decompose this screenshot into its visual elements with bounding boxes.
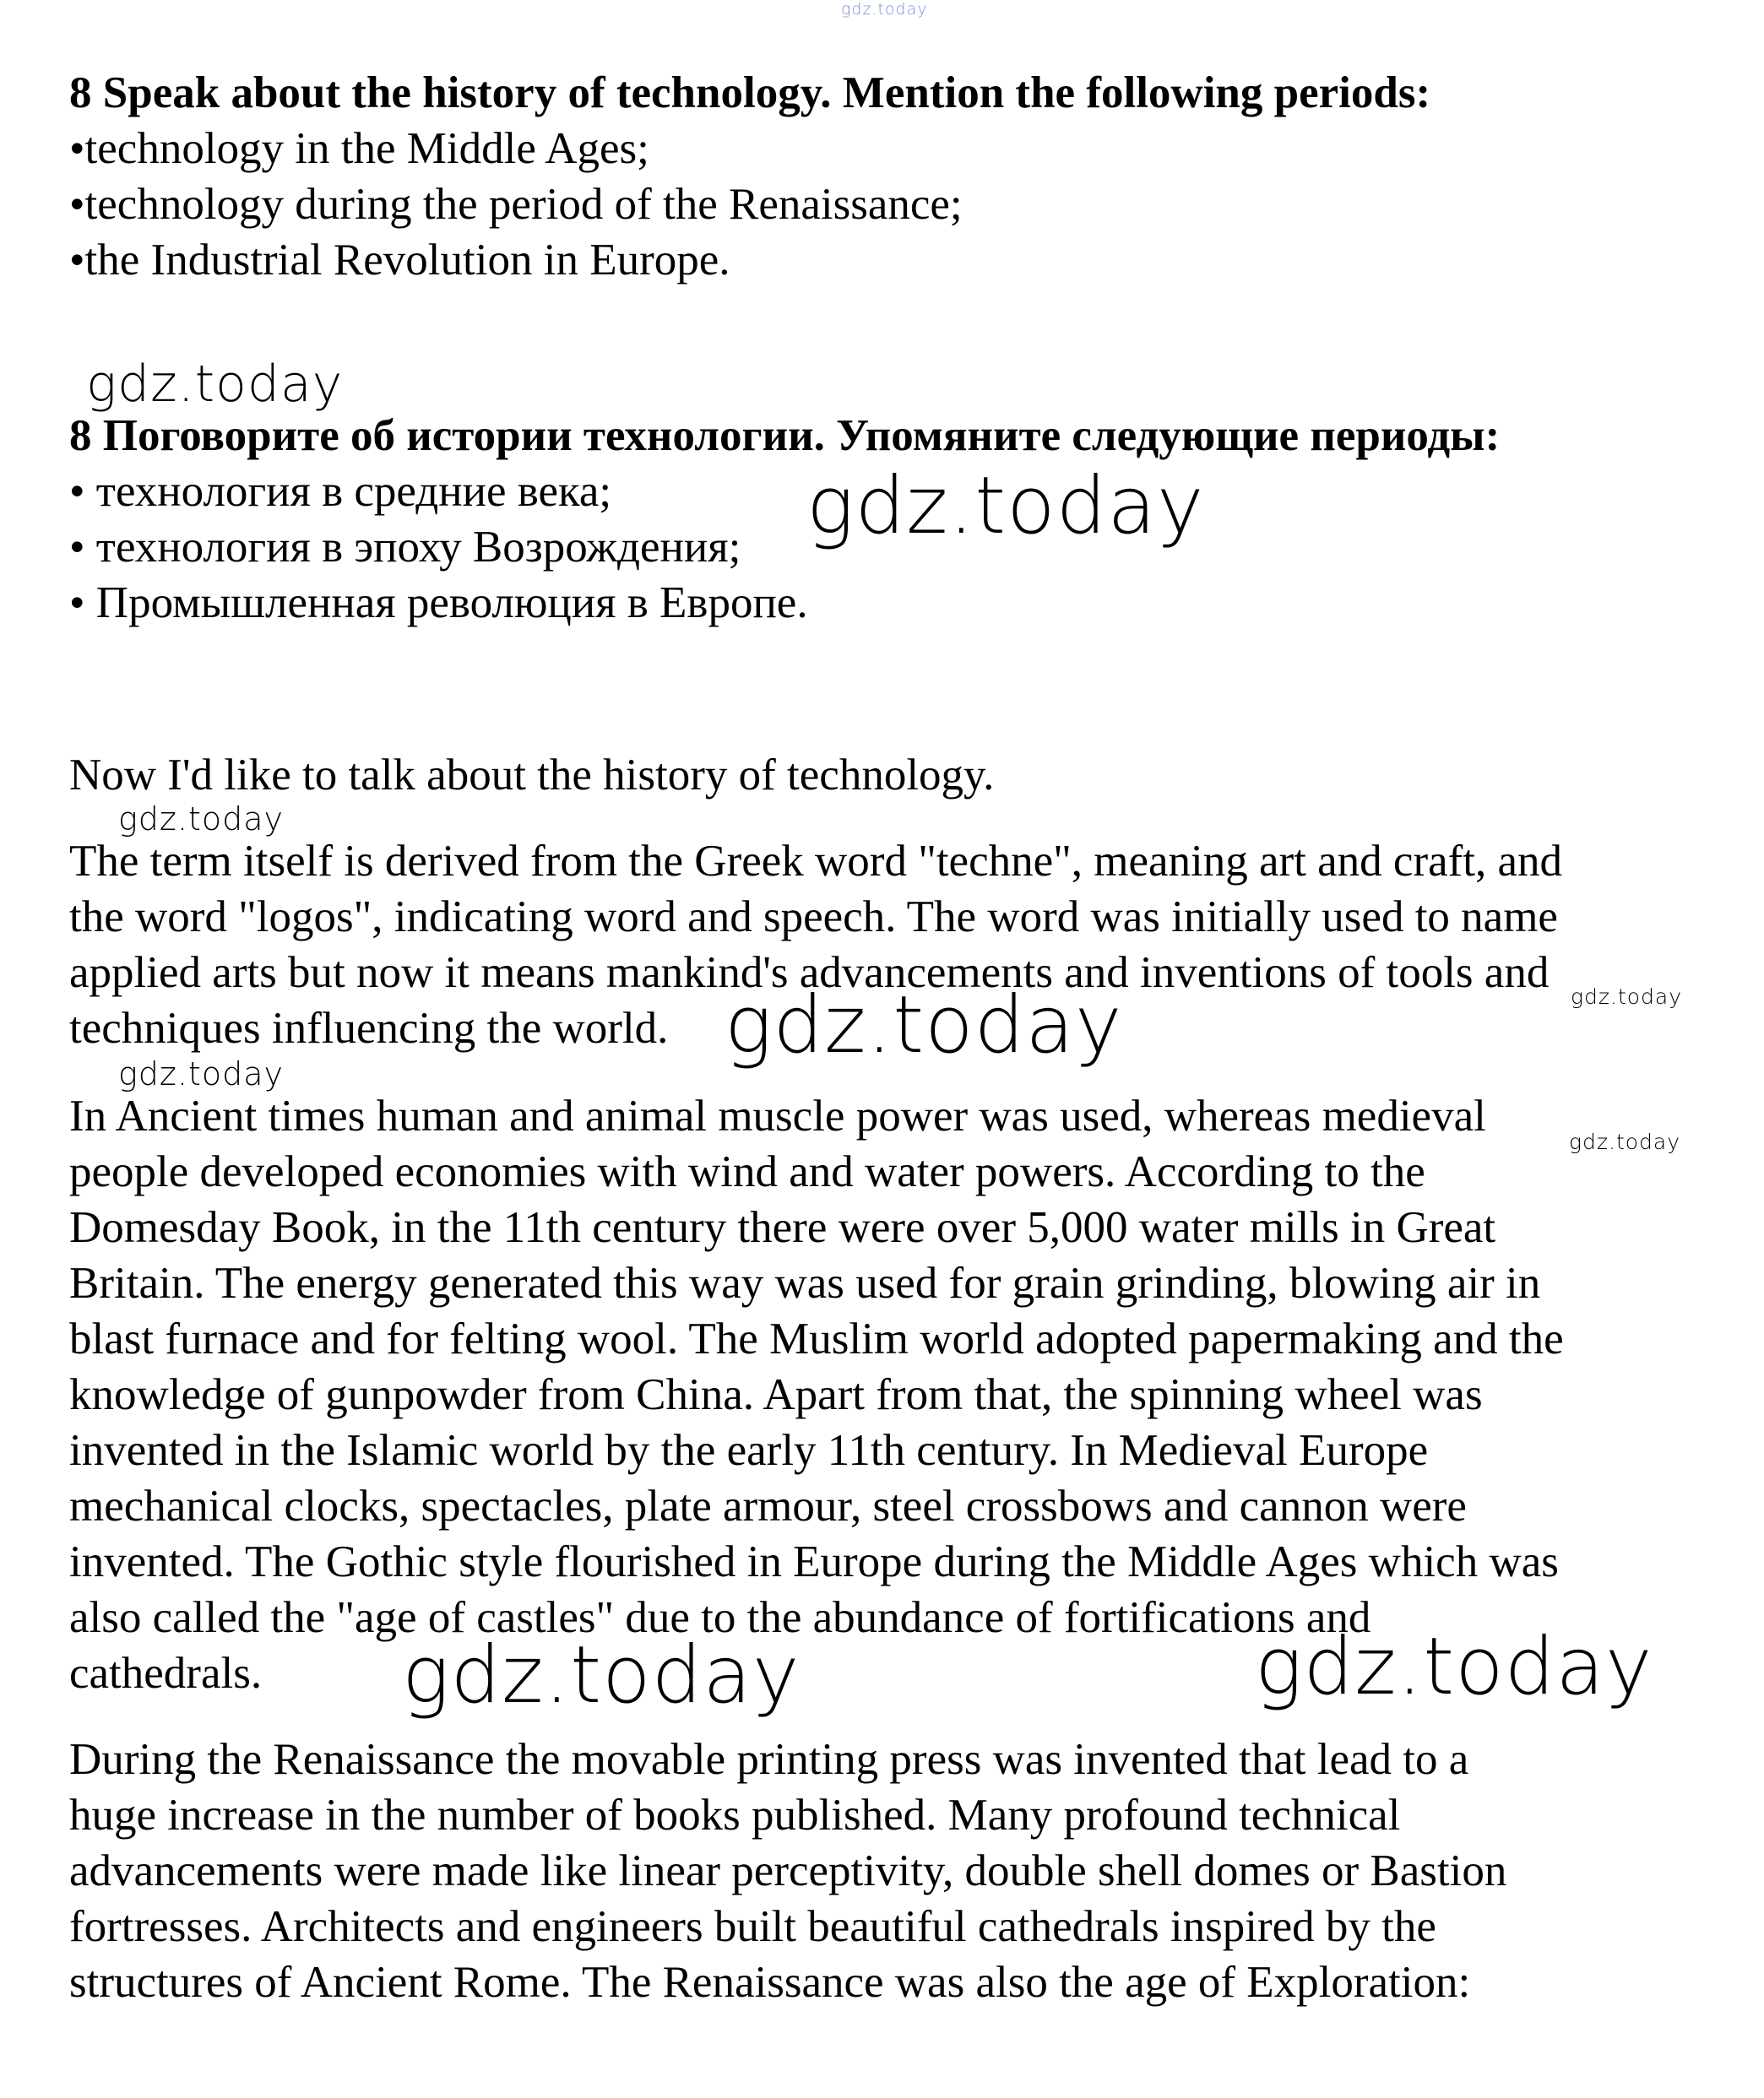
watermark: gdz.today (402, 1629, 801, 1721)
paragraph-2-line: invented in the Islamic world by the early 11th century. In Medieval Europe (69, 1426, 1429, 1475)
watermark: gdz.today (725, 979, 1123, 1071)
paragraph-1-line: applied arts but now it means mankind's advancements and inventions of tools and (69, 948, 1550, 997)
paragraph-2-line: also called the "age of castles" due to the abundance of fortifications and (69, 1593, 1371, 1642)
paragraph-2-line: blast furnace and for felting wool. The Muslim world adopted papermaking and the (69, 1315, 1564, 1363)
paragraph-2-line: Britain. The energy generated this way was used for grain grinding, blowing air in (69, 1259, 1541, 1308)
paragraph-3-line: huge increase in the number of books published. Many profound technical (69, 1791, 1401, 1840)
watermark: gdz.today (1571, 984, 1683, 1009)
task-item-ru: • Промышленная революция в Европе. (69, 578, 808, 627)
watermark: gdz.today (118, 800, 284, 838)
paragraph-2-line: knowledge of gunpowder from China. Apart from that, the spinning wheel was (69, 1370, 1483, 1419)
watermark: gdz.today (1255, 1621, 1653, 1713)
paragraph-3-line: advancements were made like linear perceptivity, double shell domes or Bastion (69, 1846, 1507, 1895)
watermark: gdz.today (118, 1055, 284, 1092)
task-item-en: •the Industrial Revolution in Europe. (69, 236, 730, 285)
paragraph-1-line: the word "logos", indicating word and speech. The word was initially used to name (69, 892, 1558, 941)
task-item-en: •technology in the Middle Ages; (69, 124, 649, 173)
paragraph-2-line: Domesday Book, in the 11th century there were over 5,000 water mills in Great (69, 1203, 1496, 1252)
task-item-ru: • технология в эпоху Возрождения; (69, 523, 741, 572)
paragraph-2-line: mechanical clocks, spectacles, plate armour, steel crossbows and cannon were (69, 1482, 1467, 1531)
paragraph-2-line: cathedrals. (69, 1649, 263, 1698)
watermark: gdz.today (806, 460, 1205, 552)
paragraph-3-line: fortresses. Architects and engineers built beautiful cathedrals inspired by the (69, 1902, 1436, 1951)
answer-intro: Now I'd like to talk about the history of technology. (69, 751, 995, 800)
paragraph-1-line: The term itself is derived from the Greek word "techne", meaning art and craft, and (69, 837, 1563, 886)
paragraph-1-line: techniques influencing the world. (69, 1004, 669, 1053)
watermark-top: gdz.today (841, 0, 928, 19)
paragraph-2-line: invented. The Gothic style flourished in Europe during the Middle Ages which was (69, 1537, 1559, 1586)
task-item-en: •technology during the period of the Renaissance; (69, 180, 963, 229)
task-item-ru: • технология в средние века; (69, 467, 612, 516)
task-heading-ru: 8 Поговорите об истории технологии. Упомяните следующие периоды: (69, 411, 1501, 460)
watermark: gdz.today (1569, 1130, 1681, 1154)
paragraph-2-line: In Ancient times human and animal muscle power was used, whereas medieval (69, 1092, 1486, 1141)
task-heading-en: 8 Speak about the history of technology. Mention the following periods: (69, 68, 1431, 117)
paragraph-2-line: people developed economies with wind and water powers. According to the (69, 1147, 1425, 1196)
paragraph-3-line: structures of Ancient Rome. The Renaissance was also the age of Exploration: (69, 1958, 1471, 2007)
paragraph-3-line: During the Renaissance the movable printing press was invented that lead to a (69, 1735, 1469, 1784)
watermark: gdz.today (86, 355, 344, 414)
